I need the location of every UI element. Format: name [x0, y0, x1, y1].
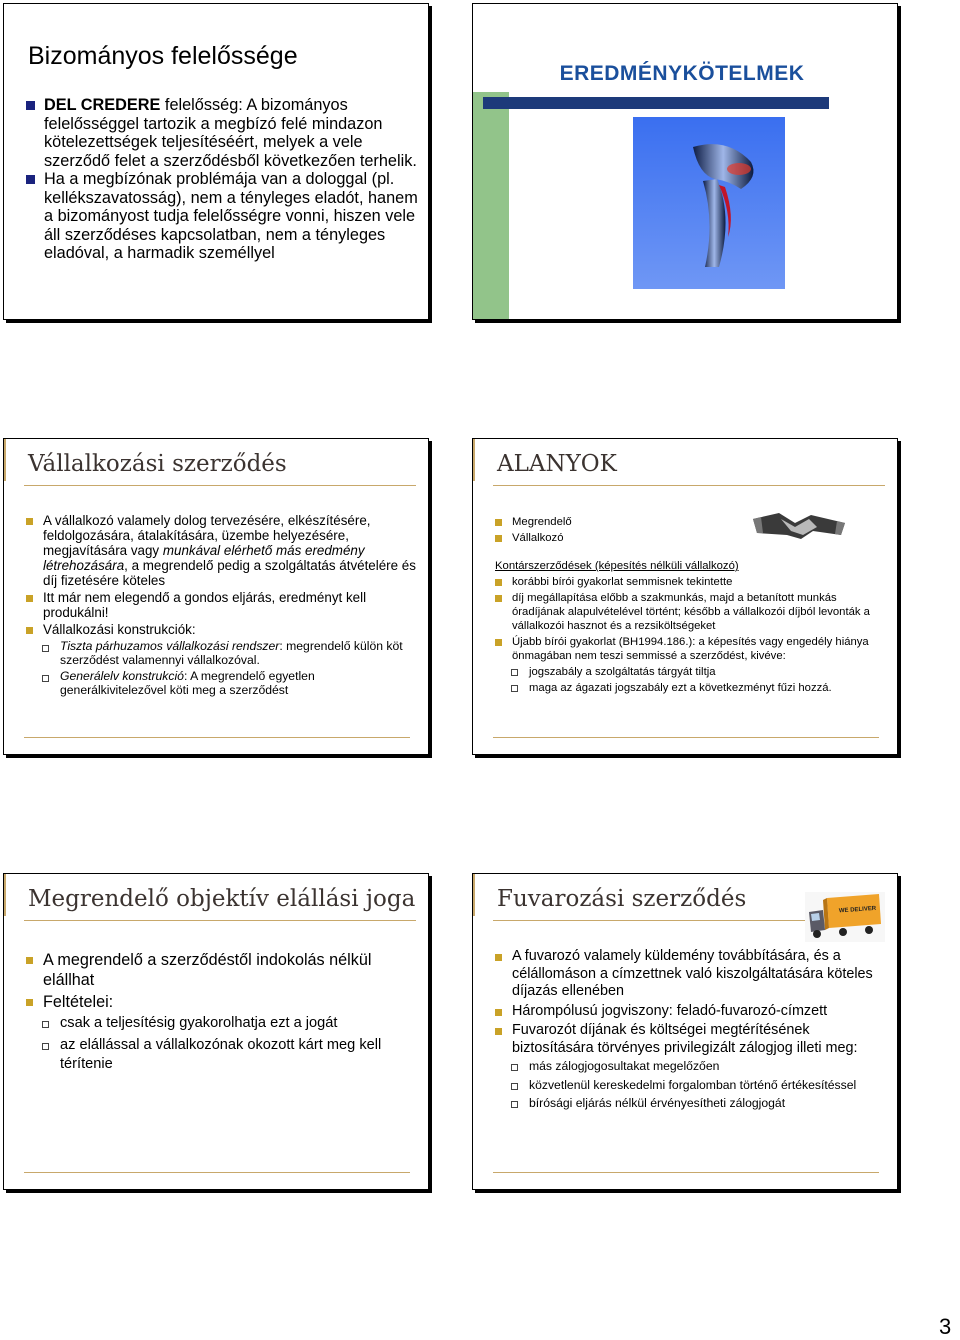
- sub-item: [495, 1096, 879, 1112]
- title-rule: [24, 920, 416, 921]
- item-text: az elállással a vállalkozónak okozott kárt meg kell térítenie: [60, 1037, 382, 1072]
- title-rule-vertical: [473, 874, 475, 916]
- slide-title: Vállalkozási szerződés: [28, 451, 287, 477]
- sub-item: [495, 1078, 879, 1094]
- square-bullet-icon: [495, 535, 502, 542]
- blue-title-bar: [483, 97, 829, 109]
- list-item: [495, 1003, 879, 1021]
- hollow-square-bullet-icon: [511, 1083, 518, 1090]
- item-text: : megrendelő külön köt szerződést valamennyi vállalkozóval.: [60, 639, 403, 667]
- item-text: más zálogjogosultakat megelőzően: [529, 1059, 720, 1073]
- item-text: Itt már nem elegendő a gondos eljárás, eredményt kell produkálni!: [43, 590, 367, 620]
- item-text: csak a teljesítésig gyakorolhatja ezt a jogát: [60, 1015, 338, 1031]
- square-bullet-icon: [26, 957, 33, 964]
- slide-title: EREDMÉNYKÖTELMEK: [559, 62, 805, 85]
- slide-eredmenykotelmek: [472, 3, 898, 320]
- list-item: [495, 575, 879, 589]
- square-bullet-icon: [495, 579, 502, 586]
- item-emphasis: munkával elérhető más eredmény létrehozására: [43, 543, 365, 573]
- sub-item: [495, 681, 879, 695]
- list-item: [495, 515, 879, 529]
- sub-item: [26, 1014, 416, 1033]
- footer-rule: [24, 737, 410, 738]
- list-item: [26, 96, 426, 170]
- list-item: [495, 591, 879, 633]
- slide-body: [495, 948, 879, 1115]
- list-item: [26, 590, 416, 620]
- item-text: maga az ágazati jogszabály ezt a következményt fűzi hozzá.: [529, 682, 832, 694]
- list-item: [26, 992, 416, 1012]
- list-item: [26, 170, 426, 263]
- square-bullet-icon: [26, 595, 33, 602]
- title-rule: [493, 485, 885, 486]
- hollow-square-bullet-icon: [42, 675, 49, 682]
- green-side-band: [473, 92, 509, 320]
- square-bullet-icon: [26, 627, 33, 634]
- item-text: Megrendelő: [512, 516, 572, 528]
- item-emphasis: Tiszta párhuzamos vállalkozási rendszer: [60, 639, 280, 653]
- slide-alanyok: [472, 438, 898, 755]
- slide-title: Bizományos felelőssége: [28, 42, 298, 70]
- list-item: [26, 622, 416, 637]
- square-bullet-icon: [495, 954, 502, 961]
- item-text: bírósági eljárás nélkül érvényesítheti zálogjogát: [529, 1096, 786, 1110]
- footer-rule: [24, 1172, 410, 1173]
- item-text: : A megrendelő egyetlen generálkivitelezővel köti meg a szerződést: [60, 669, 315, 697]
- list-item: [26, 513, 416, 588]
- square-bullet-icon: [495, 519, 502, 526]
- slide-body: [26, 513, 416, 699]
- list-item: [495, 531, 879, 545]
- hollow-square-bullet-icon: [42, 645, 49, 652]
- delivery-truck-icon: [805, 892, 885, 942]
- bold-term: DEL CREDERE: [44, 96, 161, 114]
- sub-item: [495, 665, 879, 679]
- item-text: Vállalkozó: [512, 532, 564, 544]
- title-rule-vertical: [4, 439, 6, 481]
- page-number: 3: [939, 1314, 952, 1339]
- slide-title: ALANYOK: [497, 451, 617, 477]
- list-item: [495, 1022, 879, 1057]
- item-text: korábbi bírói gyakorlat semmisnek tekintette: [512, 576, 733, 588]
- footer-rule: [493, 737, 879, 738]
- item-text: jogszabály a szolgáltatás tárgyát tiltja: [529, 666, 716, 678]
- square-bullet-icon: [495, 639, 502, 646]
- item-emphasis: Generálelv konstrukció: [60, 669, 184, 683]
- item-text: Vállalkozási konstrukciók:: [43, 622, 196, 637]
- section-heading: Kontárszerződések (képesítés nélküli vállalkozó): [495, 560, 739, 572]
- item-text: Ha a megbízónak problémája van a dologgal (pl. kellékszavatosság), nem a tényleges eladót, hanem a bizományost tudja felelősségre vonni, hiszen vele áll szerződéses kapcsolatban, nem a tényleges eladóval, a harmadik személlyel: [44, 170, 418, 262]
- hollow-square-bullet-icon: [511, 669, 518, 676]
- slide-bizomanyos: [3, 3, 429, 320]
- square-bullet-icon: [26, 518, 33, 525]
- item-text: A fuvarozó valamely küldemény továbbítására, és a célállomáson a címzettnek való kiszolgáltatására köteles díjazás ellenében: [512, 948, 873, 999]
- slide-body: [495, 515, 879, 697]
- slide-fuvarozasi: [472, 873, 898, 1190]
- square-bullet-icon: [26, 175, 35, 184]
- item-text: Feltételei:: [43, 993, 114, 1011]
- slide-elallasi-jog: [3, 873, 429, 1190]
- hollow-square-bullet-icon: [42, 1021, 49, 1028]
- hollow-square-bullet-icon: [511, 685, 518, 692]
- square-bullet-icon: [495, 1009, 502, 1016]
- item-text: közvetlenül kereskedelmi forgalomban történő értékesítéssel: [529, 1077, 857, 1092]
- sub-item: [26, 669, 416, 697]
- item-text: , a megrendelő pedig a szolgáltatás átvételére és díj fizetésére köteles: [43, 558, 416, 588]
- item-text: A vállalkozó valamely dolog tervezésére, elkészítésére, feldolgozására, átalakítására, üzembe helyezésére, megjavítására vagy: [43, 513, 371, 558]
- slide-vallalkozasi: [3, 438, 429, 755]
- list-item: [26, 950, 416, 990]
- square-bullet-icon: [26, 999, 33, 1006]
- title-rule-vertical: [473, 439, 475, 481]
- item-text: felelősség: A bizományos felelősséggel tartozik a megbízó felé mindazon kötelezettségek teljesítéséért, melyek a vele szerződő felet a szerződésből következően terhelik.: [44, 96, 417, 170]
- item-text: Újabb bírói gyakorlat (BH1994.186.): a képesítés vagy engedély hiánya önmagában nem teszi semmissé a szerződést, kivéve:: [512, 636, 869, 662]
- sub-item: [26, 1036, 416, 1074]
- truck-label: WE DELIVER: [838, 905, 877, 915]
- sub-item: [495, 1059, 879, 1075]
- item-text: A megrendelő a szerződéstől indokolás nélkül elállhat: [43, 951, 372, 989]
- item-text: Hárompólusú jogviszony: feladó-fuvarozó-címzett: [512, 1002, 828, 1019]
- list-item: [495, 948, 879, 1001]
- bullet-list: [26, 96, 426, 263]
- sub-item: [26, 639, 416, 667]
- square-bullet-icon: [26, 101, 35, 110]
- item-text: Fuvarozót díjának és költségei megtérítésének biztosítására törvényes privilegizált zálogjog illeti meg:: [512, 1022, 858, 1056]
- slide-title: Fuvarozási szerződés: [497, 886, 747, 912]
- item-text: díj megállapítása előbb a szakmunkás, majd a betanított munkás óradíjának alapulvételével történt; később a vállalkozói díjból levonták a vállalkozói hasznot és a rezsiköltségeket: [512, 592, 870, 632]
- hollow-square-bullet-icon: [511, 1064, 518, 1071]
- square-bullet-icon: [495, 1028, 502, 1035]
- hammer-icon: [633, 117, 785, 289]
- slide-title: Megrendelő objektív elállási joga: [28, 886, 416, 912]
- hollow-square-bullet-icon: [42, 1043, 49, 1050]
- hollow-square-bullet-icon: [511, 1101, 518, 1108]
- hammer-photo: [633, 117, 785, 289]
- footer-rule: [493, 1172, 879, 1173]
- slide-body: [26, 950, 416, 1077]
- square-bullet-icon: [495, 595, 502, 602]
- list-item: [495, 635, 879, 663]
- title-rule: [24, 485, 416, 486]
- title-rule-vertical: [4, 874, 6, 916]
